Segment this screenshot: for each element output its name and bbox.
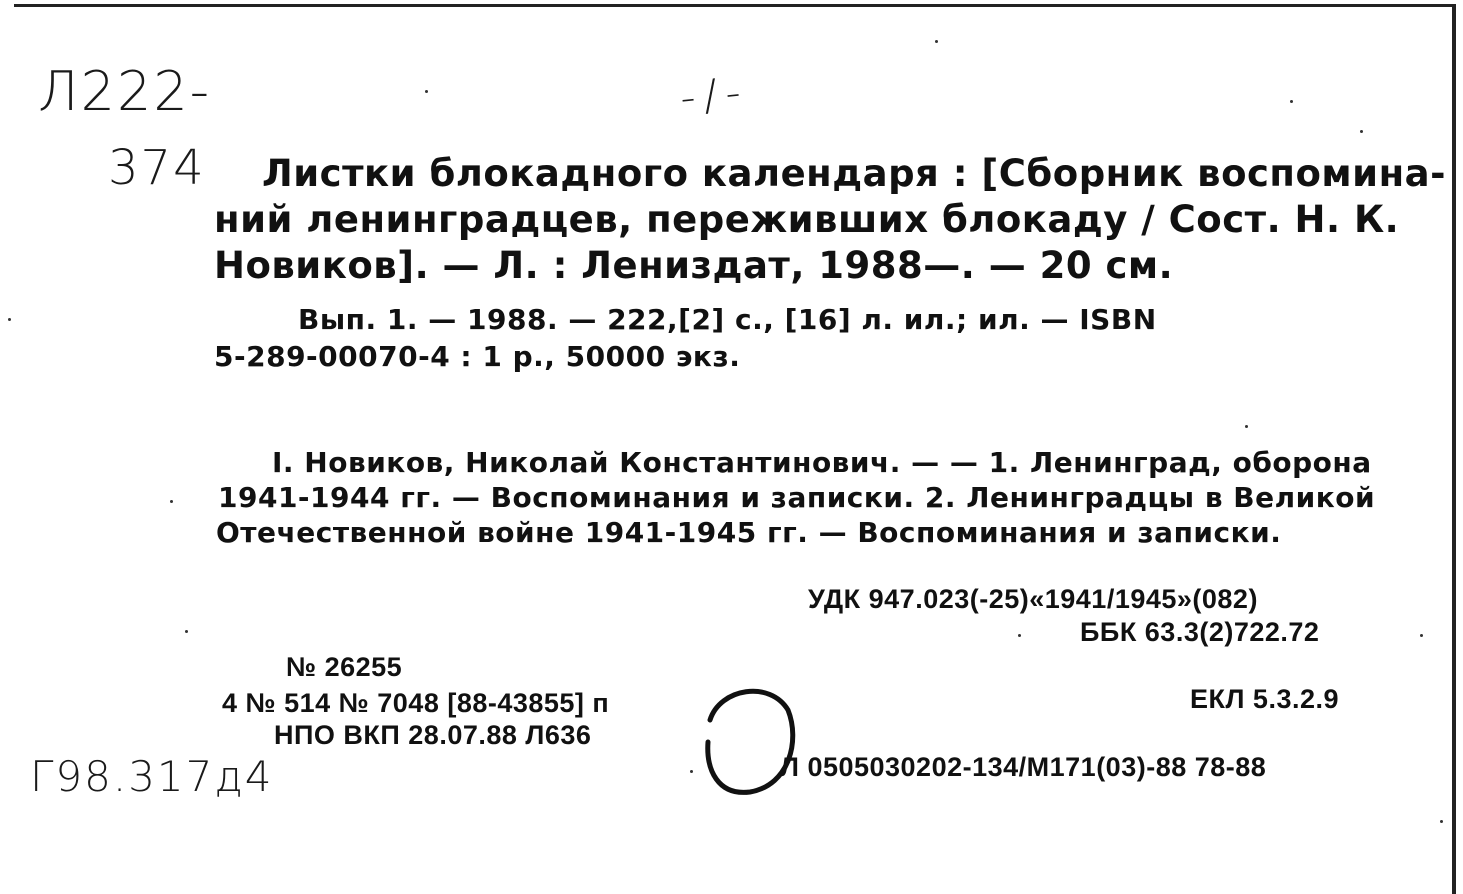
title-line-3: Новиков]. — Л. : Лениздат, 1988—. — 20 см. [214, 244, 1174, 287]
description-line-2: 5-289-00070-4 : 1 р., 50000 экз. [214, 340, 741, 373]
speck [1440, 820, 1443, 823]
speck [185, 630, 188, 633]
udk-code: УДК 947.023(-25)«1941/1945»(082) [808, 584, 1258, 614]
speck [425, 90, 428, 93]
speck [8, 318, 11, 321]
card-code: Л 0505030202-134/М171(03)-88 78-88 [780, 752, 1267, 782]
handwritten-shelf-mark: Г98.317д4 [30, 752, 274, 801]
speck [1360, 130, 1363, 133]
description-line-1: Вып. 1. — 1988. — 222,[2] с., [16] л. ил.; ил. — ISBN [298, 303, 1157, 336]
speck [935, 40, 938, 43]
speck [690, 770, 693, 773]
order-number: № 26255 [286, 652, 403, 682]
printing-info: НПО ВКП 28.07.88 Л636 [274, 720, 592, 750]
page-mark: -/- [677, 66, 751, 123]
tracings-line-2: 1941-1944 гг. — Воспоминания и записки. 2. Ленинградцы в Великой [218, 481, 1376, 514]
call-number-line2: 374 [108, 140, 206, 196]
card-top-border [14, 4, 1456, 7]
card-right-border [1452, 4, 1456, 894]
speck [170, 500, 173, 503]
call-number-line1: Л222- [38, 60, 212, 123]
ekl-code: ЕКЛ 5.3.2.9 [1190, 684, 1340, 714]
title-line-1: Листки блокадного календаря : [Сборник воспомина- [262, 152, 1446, 195]
hand-drawn-circle [700, 680, 800, 800]
speck [1245, 425, 1248, 428]
tracings-line-3: Отечественной войне 1941-1945 гг. — Воспоминания и записки. [216, 516, 1282, 549]
order-details: 4 № 514 № 7048 [88-43855] п [222, 688, 610, 718]
bbk-code: ББК 63.3(2)722.72 [1080, 617, 1320, 647]
tracings-line-1: I. Новиков, Николай Константинович. — — 1. Ленинград, оборона [272, 446, 1372, 479]
speck [1290, 100, 1293, 103]
speck [1018, 634, 1021, 637]
title-line-2: ний ленинградцев, переживших блокаду / Сост. Н. К. [214, 198, 1400, 241]
speck [1420, 634, 1423, 637]
